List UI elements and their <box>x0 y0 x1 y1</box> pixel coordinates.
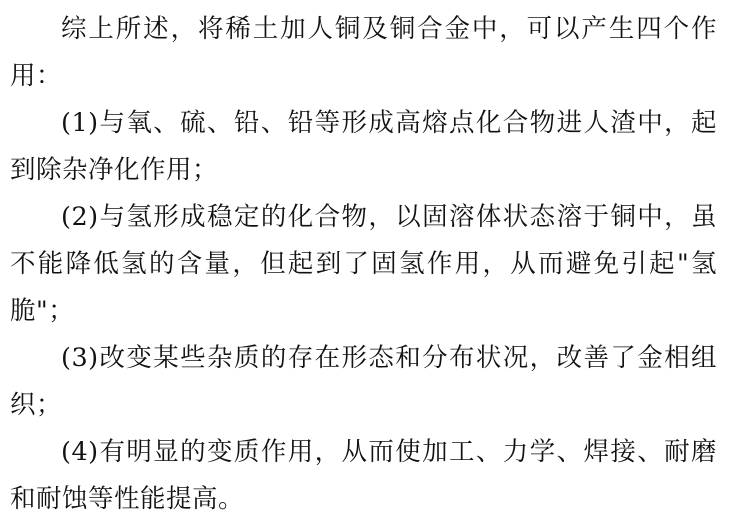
paragraph-item-4: (4)有明显的变质作用，从而使加工、力学、焊接、耐磨和耐蚀等性能提高。 <box>10 437 717 514</box>
paragraph-summary: 综上所述，将稀土加人铜及铜合金中，可以产生四个作用： <box>10 14 717 91</box>
paragraph-item-1: (1)与氧、硫、铅、铅等形成高熔点化合物进人渣中，起到除杂净化作用； <box>10 108 717 185</box>
paragraph-item-2: (2)与氢形成稳定的化合物，以固溶体状态溶于铜中，虽不能降低氢的含量，但起到了固氢作用，从而避免引起"氢脆"； <box>10 202 717 326</box>
paragraph-item-3: (3)改变某些杂质的存在形态和分布状况，改善了金相组织； <box>10 343 717 420</box>
